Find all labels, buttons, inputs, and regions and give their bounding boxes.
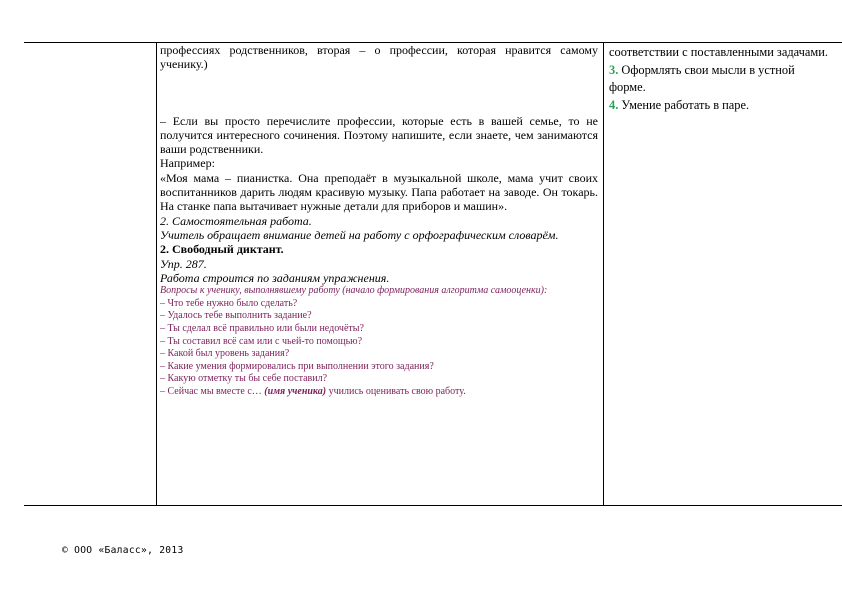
skill-text-3: Оформлять свои мысли в устной форме.	[609, 62, 795, 95]
example-label: Например:	[160, 156, 215, 171]
column-divider-2	[603, 43, 604, 505]
self-assessment-questions	[160, 285, 598, 398]
task-text-independent: Учитель обращает внимание детей на работу с орфографическим словарём.	[160, 227, 559, 242]
question-last-end: учились оценивать свою работу.	[326, 385, 466, 397]
skill-number-3: 3.	[609, 62, 619, 77]
skills-text-1: соответствии с поставленными задачами.	[609, 45, 828, 59]
question-item: – Удалось тебе выполнить задание?	[160, 310, 312, 322]
student-name-placeholder: (имя ученика)	[264, 385, 327, 397]
question-item: – Ты сделал всё правильно или были недочёты?	[160, 322, 364, 334]
skills-column	[609, 44, 834, 114]
skill-item-4	[609, 97, 834, 115]
column-divider-1	[156, 43, 157, 505]
task-text-dictation: Работа строится по заданиям упражнения.	[160, 270, 390, 285]
intro-text: профессиях родственников, вторая – о профессии, которая нравится самому ученику.)	[160, 43, 598, 72]
instruction-paragraph: – Если вы просто перечислите профессии, которые есть в вашей семье, то не получится интересного сочинения. Поэтому напишите, если знаете, чем занимаются ваши родственники.	[160, 113, 598, 157]
copyright-footer: © ООО «Баласс», 2013	[62, 545, 184, 556]
questions-heading: Вопросы к ученику, выполнявшему работу (начало формирования алгоритма самооценки):	[160, 285, 548, 297]
question-item-last	[160, 386, 598, 399]
skill-text-4: Умение работать в паре.	[618, 97, 750, 112]
example-text: «Моя мама – пианистка. Она преподаёт в музыкальной школе, мама учит своих воспитанников дарить людям красивую музыку. Папа работает на заводе. Он токарь. На станке папа вытачивает нужные детали для приборов и машин».	[160, 170, 598, 214]
task-title-independent: 2. Самостоятельная работа.	[160, 213, 312, 228]
question-last-start: – Сейчас мы вместе с…	[160, 385, 262, 397]
spacer	[160, 72, 598, 114]
question-item: – Какие умения формировались при выполнении этого задания?	[160, 360, 434, 372]
question-item: – Какой был уровень задания?	[160, 348, 290, 360]
activity-column	[160, 43, 598, 399]
lesson-table	[24, 42, 842, 506]
question-item: – Какую отметку ты бы себе поставил?	[160, 373, 328, 385]
question-item: – Что тебе нужно было сделать?	[160, 297, 298, 309]
question-item: – Ты составил всё сам или с чьей-то помощью?	[160, 335, 363, 347]
skill-number-4: 4.	[609, 97, 619, 112]
task-title-dictation: 2. Свободный диктант.	[160, 242, 284, 257]
exercise-number: Упр. 287.	[160, 256, 207, 271]
skill-item-3	[609, 62, 834, 97]
